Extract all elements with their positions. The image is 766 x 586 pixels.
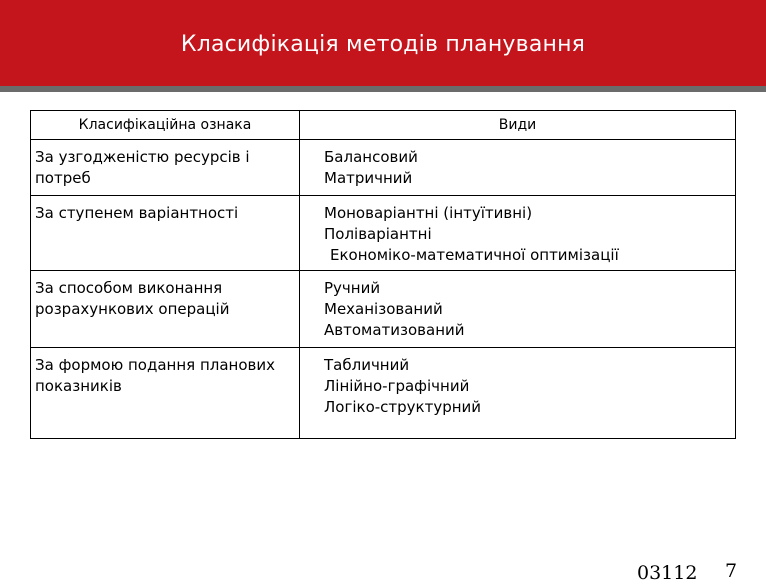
type-item: Моноваріантні (інтуїтивні) <box>324 204 533 222</box>
type-item: Логіко-структурний <box>324 398 482 416</box>
slide-header <box>0 0 766 86</box>
classification-table <box>30 110 736 439</box>
types-cell <box>300 196 735 266</box>
type-item: Механізований <box>324 300 443 318</box>
slide-code: 03112 <box>637 562 698 584</box>
type-item: Економіко-математичної оптимізації <box>330 246 619 264</box>
type-item: Ручний <box>324 279 381 297</box>
feature-cell: За способом виконання розрахункових операцій <box>35 279 230 318</box>
table-row <box>31 140 736 196</box>
table-row <box>31 348 736 439</box>
type-item: Табличний <box>324 356 410 374</box>
type-item: Автоматизований <box>324 321 465 339</box>
column-header-types: Види <box>300 111 736 140</box>
types-cell <box>300 348 735 418</box>
table-row <box>31 271 736 348</box>
table-row <box>31 196 736 271</box>
feature-cell: За ступенем варіантності <box>35 204 239 222</box>
table-header-row <box>31 111 736 140</box>
type-item: Поліваріантні <box>324 225 432 243</box>
types-cell <box>300 271 735 341</box>
header-divider <box>0 86 766 92</box>
types-cell <box>300 140 735 189</box>
column-header-feature: Класифікаційна ознака <box>31 111 300 140</box>
type-item: Матричний <box>324 169 413 187</box>
feature-cell: За формою подання планових показників <box>35 356 275 395</box>
feature-cell: За узгодженістю ресурсів і потреб <box>35 148 250 187</box>
type-item: Лінійно-графічний <box>324 377 470 395</box>
slide-title: Класифікація методів планування <box>180 32 586 57</box>
type-item: Балансовий <box>324 148 418 166</box>
page-number: 7 <box>725 560 738 582</box>
